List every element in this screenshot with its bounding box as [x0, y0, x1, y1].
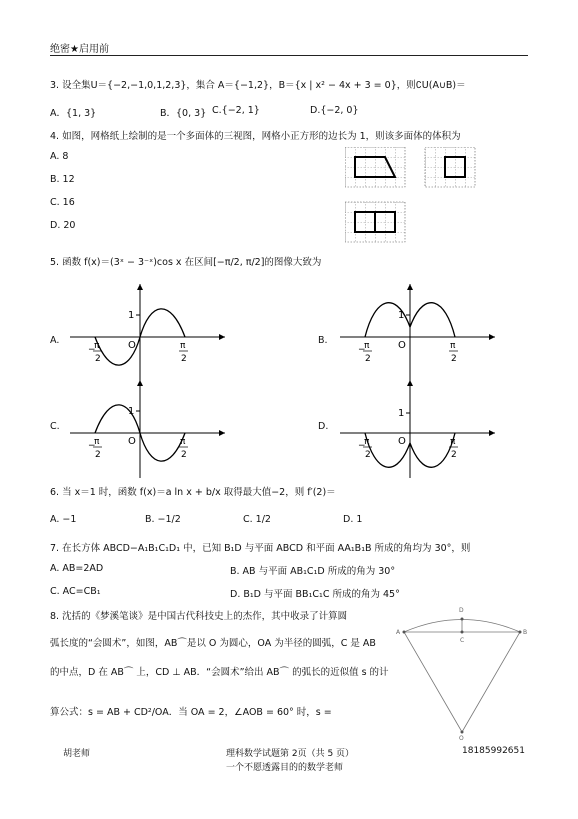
footer-right: 18185992651	[462, 746, 525, 756]
q4-option-c: C. 16	[50, 197, 75, 208]
svg-text:2: 2	[365, 450, 371, 460]
label-c: C	[460, 637, 465, 644]
graph-d	[340, 378, 500, 478]
graph-b-one: 1	[398, 310, 405, 321]
three-view-figure	[345, 147, 505, 247]
graph-a-origin: O	[128, 340, 136, 351]
side-view	[425, 147, 475, 187]
graph-c-one: 1	[128, 406, 135, 417]
svg-text:π: π	[94, 341, 100, 351]
q7-option-d: D. B₁D 与平面 BB₁C₁C 所成的角为 45°	[230, 589, 400, 600]
header-rule	[50, 55, 528, 56]
svg-text:π: π	[364, 437, 370, 447]
graph-b-neg-pi: −	[358, 345, 366, 355]
q4-option-d: D. 20	[50, 220, 76, 231]
label-a: A	[396, 629, 401, 636]
q3-option-b: B．{0, 3}	[160, 108, 207, 119]
question-6-text: 6. 当 x＝1 时，函数 f(x)＝a ln x + b/x 取得最大值−2，则 f′(2)＝	[50, 487, 336, 498]
question-8-line4: 算公式：s = AB + CD²/OA．当 OA = 2，∠AOB = 60° 时，s =	[50, 707, 332, 718]
q4-option-a: A. 8	[50, 151, 69, 162]
footer-left: 胡老师	[63, 749, 91, 759]
footer-center: 理科数学试题第 2页（共 5 页）	[226, 749, 355, 759]
question-8-line2: 弧长度的“会圆术”，如图，AB⌒是以 O 为圆心，OA 为半径的圆弧，C 是 AB	[50, 638, 376, 649]
q6-option-d: D. 1	[343, 514, 363, 525]
svg-text:2: 2	[95, 450, 101, 460]
q3-option-a: A．{1, 3}	[50, 108, 97, 119]
question-7-text: 7. 在长方体 ABCD−A₁B₁C₁D₁ 中，已知 B₁D 与平面 ABCD 和平面 AA₁B₁B 所成的角均为 30°，则	[50, 543, 471, 554]
svg-text:2: 2	[451, 354, 457, 364]
graph-a-one: 1	[128, 310, 135, 321]
graph-a-neg-pi: −	[88, 345, 96, 355]
q7-option-a: A. AB=2AD	[50, 563, 104, 574]
label-o: O	[459, 735, 464, 742]
graph-d-pi: π	[450, 437, 456, 447]
q6-option-a: A. −1	[50, 514, 77, 525]
graph-c-origin: O	[128, 436, 136, 447]
graph-d-origin: O	[398, 436, 406, 447]
svg-text:2: 2	[181, 450, 187, 460]
front-view	[345, 147, 405, 187]
q5-option-a: A.	[50, 335, 60, 346]
question-4-text: 4. 如图，网格纸上绘制的是一个多面体的三视图，网格小正方形的边长为 1，则该多面体的体积为	[50, 131, 461, 142]
svg-text:π: π	[94, 437, 100, 447]
graph-b	[340, 282, 500, 382]
q5-option-c: C.	[50, 421, 60, 432]
graph-c-neg-pi: −	[88, 441, 96, 451]
graph-a	[70, 282, 230, 382]
q6-option-b: B. −1/2	[145, 514, 181, 525]
q3-option-c: C.{−2, 1}	[212, 105, 260, 116]
q5-option-b: B.	[318, 335, 328, 346]
arc-figure	[395, 602, 530, 742]
q6-option-c: C. 1/2	[243, 514, 271, 525]
q5-option-d: D.	[318, 421, 329, 432]
label-b: B	[523, 629, 528, 636]
q4-option-b: B. 12	[50, 174, 75, 185]
question-5-text: 5. 函数 f(x)＝(3ˣ − 3⁻ˣ)cos x 在区间[−π/2, π/2]的图像大致为	[50, 257, 322, 268]
q7-option-c: C. AC=CB₁	[50, 586, 101, 597]
graph-d-one: 1	[398, 408, 405, 419]
graph-b-origin: O	[398, 340, 406, 351]
top-view	[345, 202, 405, 242]
page-header: 绝密★启用前	[50, 44, 109, 55]
graph-b-pi: π	[450, 341, 456, 351]
svg-text:2: 2	[181, 354, 187, 364]
question-3-text: 3. 设全集U＝{−2,−1,0,1,2,3}，集合 A＝{−1,2}，B＝{x | x² − 4x + 3 = 0}，则∁U(A∪B)＝	[50, 80, 466, 91]
question-8-line1: 8. 沈括的《梦溪笔谈》是中国古代科技史上的杰作，其中收录了计算圆	[50, 611, 348, 622]
graph-c	[70, 378, 230, 478]
svg-text:π: π	[364, 341, 370, 351]
footer-tagline: 一个不愿透露目的的数学老师	[226, 763, 344, 773]
graph-d-neg-pi: −	[358, 441, 366, 451]
q7-option-b: B. AB 与平面 AB₁C₁D 所成的角为 30°	[230, 566, 396, 577]
svg-text:2: 2	[451, 450, 457, 460]
svg-text:2: 2	[95, 354, 101, 364]
label-d: D	[459, 607, 464, 614]
graph-a-pi: π	[180, 341, 186, 351]
question-8-line3: 的中点，D 在 AB⌒ 上，CD ⊥ AB．“会圆术”给出 AB⌒ 的弧长的近似值 s 的计	[50, 667, 389, 678]
svg-text:2: 2	[365, 354, 371, 364]
graph-c-pi: π	[180, 437, 186, 447]
q3-option-d: D.{−2, 0}	[310, 105, 359, 116]
